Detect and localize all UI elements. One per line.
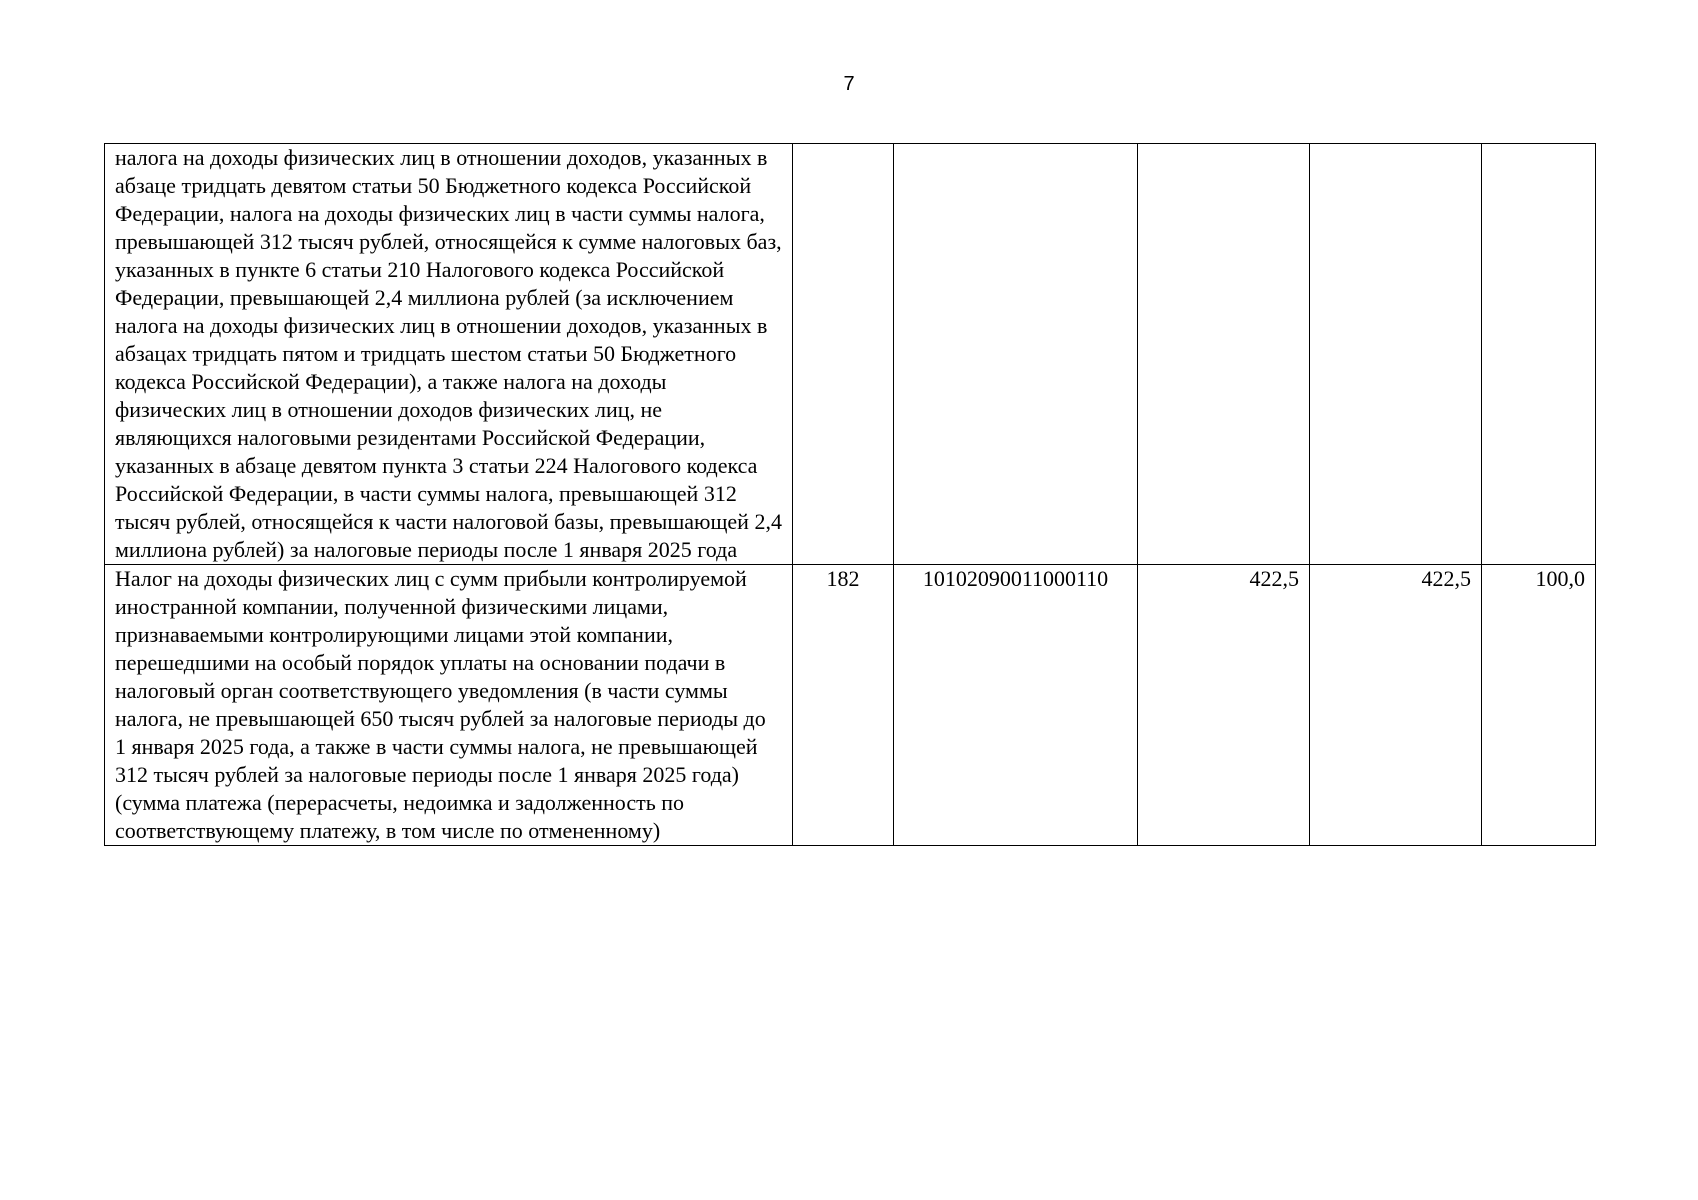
budget-code-cell: 10102090011000110	[894, 565, 1138, 846]
plan-amount-cell: 422,5	[1138, 565, 1310, 846]
percent-cell: 100,0	[1482, 565, 1596, 846]
budget-code-cell	[894, 144, 1138, 565]
percent-cell	[1482, 144, 1596, 565]
income-name-cell: налога на доходы физических лиц в отношении доходов, указанных в абзаце тридцать девятом статьи 50 Бюджетного кодекса Российской Федерации, налога на доходы физических лиц в части суммы налога, превышающей 312 тысяч рублей, относящейся к сумме налоговых баз, указанных в пункте 6 статьи 210 Налогового кодекса Российской Федерации, превышающей 2,4 миллиона рублей (за исключением налога на доходы физических лиц в отношении доходов, указанных в абзацах тридцать пятом и тридцать шестом статьи 50 Бюджетного кодекса Российской Федерации), а также налога на доходы физических лиц в отношении доходов физических лиц, не являющихся налоговыми резидентами Российской Федерации, указанных в абзаце девятом пункта 3 статьи 224 Налогового кодекса Российской Федерации, в части суммы налога, превышающей 312 тысяч рублей, относящейся к части налоговой базы, превышающей 2,4 миллиона рублей) за налоговые периоды после 1 января 2025 года	[105, 144, 793, 565]
table-row	[105, 565, 1596, 846]
admin-code-cell: 182	[793, 565, 894, 846]
fact-amount-cell: 422,5	[1310, 565, 1482, 846]
fact-amount-cell	[1310, 144, 1482, 565]
budget-table	[104, 143, 1596, 846]
plan-amount-cell	[1138, 144, 1310, 565]
income-name-cell: Налог на доходы физических лиц с сумм прибыли контролируемой иностранной компании, полученной физическими лицами, признаваемыми контролирующими лицами этой компании, перешедшими на особый порядок уплаты на основании подачи в налоговый орган соответствующего уведомления (в части суммы налога, не превышающей 650 тысяч рублей за налоговые периоды до 1 января 2025 года, а также в части суммы налога, не превышающей 312 тысяч рублей за налоговые периоды после 1 января 2025 года) (сумма платежа (перерасчеты, недоимка и задолженность по соответствующему платежу, в том числе по отмененному)	[105, 565, 793, 846]
page-number: 7	[843, 73, 855, 95]
admin-code-cell	[793, 144, 894, 565]
table-row	[105, 144, 1596, 565]
